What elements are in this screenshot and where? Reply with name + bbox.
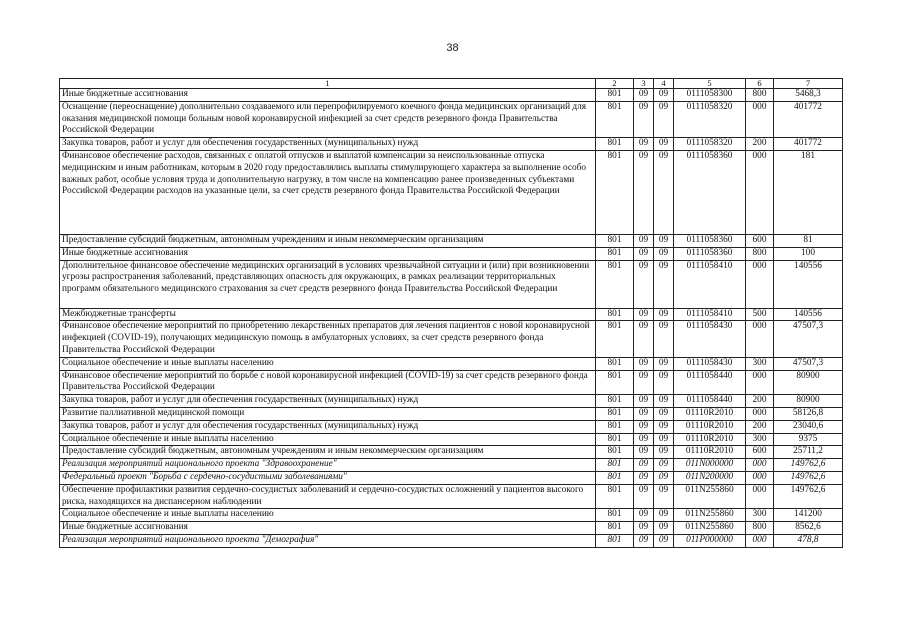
table-row	[60, 308, 843, 321]
row-target-article: 0111058440	[674, 370, 746, 395]
row-name: Финансовое обеспечение мероприятий по борьбе с новой коронавирусной инфекцией (COVID-19) за счет средств резервного фонда Правительства Российской Федерации	[60, 370, 596, 395]
row-section: 09	[634, 395, 654, 408]
row-expense-type: 800	[746, 247, 774, 260]
table-row	[60, 534, 843, 547]
row-target-article: 01110R2010	[674, 433, 746, 446]
table-row	[60, 459, 843, 472]
table-row	[60, 433, 843, 446]
table-row	[60, 407, 843, 420]
row-expense-type: 000	[746, 150, 774, 234]
row-amount: 8562,6	[774, 522, 843, 535]
row-amount: 100	[774, 247, 843, 260]
row-code-admin: 801	[596, 308, 634, 321]
row-expense-type: 800	[746, 522, 774, 535]
row-name: Реализация мероприятий национального проекта "Демография"	[60, 534, 596, 547]
row-amount: 401772	[774, 101, 843, 137]
row-expense-type: 300	[746, 509, 774, 522]
row-expense-type: 200	[746, 420, 774, 433]
row-target-article: 0111058440	[674, 395, 746, 408]
row-target-article: 0111058410	[674, 308, 746, 321]
row-section: 09	[634, 433, 654, 446]
row-name: Обеспечение профилактики развития сердечно-сосудистых заболеваний и сердечно-сосудистых осложнений у пациентов высокого риска, находящихся на диспансерном наблюдении	[60, 484, 596, 509]
row-target-article: 0111058430	[674, 321, 746, 357]
table-row	[60, 420, 843, 433]
row-code-admin: 801	[596, 370, 634, 395]
row-amount: 9375	[774, 433, 843, 446]
row-code-admin: 801	[596, 357, 634, 370]
row-target-article: 0111058300	[674, 89, 746, 102]
row-section: 09	[634, 420, 654, 433]
row-amount: 149762,6	[774, 471, 843, 484]
row-code-admin: 801	[596, 471, 634, 484]
row-name: Закупка товаров, работ и услуг для обеспечения государственных (муниципальных) нужд	[60, 420, 596, 433]
header-cell: 7	[774, 79, 843, 89]
row-code-admin: 801	[596, 446, 634, 459]
row-name: Иные бюджетные ассигнования	[60, 89, 596, 102]
row-amount: 5468,3	[774, 89, 843, 102]
row-section: 09	[634, 407, 654, 420]
row-target-article: 0111058360	[674, 234, 746, 247]
row-code-admin: 801	[596, 522, 634, 535]
row-section: 09	[634, 534, 654, 547]
table-row	[60, 509, 843, 522]
row-subsection: 09	[654, 459, 674, 472]
row-expense-type: 000	[746, 484, 774, 509]
row-target-article: 011N255860	[674, 509, 746, 522]
row-code-admin: 801	[596, 234, 634, 247]
row-name: Оснащение (переоснащение) дополнительно создаваемого или перепрофилируемого коечного фонда медицинских организаций для оказания медицинской помощи больным новой коронавирусной инфекцией за счет средств резервного фонда Правительства Российской Федерации	[60, 101, 596, 137]
row-code-admin: 801	[596, 509, 634, 522]
row-section: 09	[634, 370, 654, 395]
row-target-article: 011N200000	[674, 471, 746, 484]
row-subsection: 09	[654, 101, 674, 137]
row-code-admin: 801	[596, 407, 634, 420]
row-subsection: 09	[654, 308, 674, 321]
row-expense-type: 800	[746, 89, 774, 102]
row-name: Дополнительное финансовое обеспечение медицинских организаций в условиях чрезвычайной ситуации и (или) при возникновении угрозы распространения заболеваний, представляющих опасность для окружающих, в рамках реализации территориальных программ обязательного медицинского страхования за счет средств резервного фонда Правительства Российской Федерации	[60, 260, 596, 308]
row-expense-type: 300	[746, 357, 774, 370]
header-cell: 6	[746, 79, 774, 89]
row-subsection: 09	[654, 260, 674, 308]
row-amount: 58126,8	[774, 407, 843, 420]
row-subsection: 09	[654, 484, 674, 509]
table-row	[60, 321, 843, 357]
row-code-admin: 801	[596, 138, 634, 151]
row-subsection: 09	[654, 534, 674, 547]
row-name: Закупка товаров, работ и услуг для обеспечения государственных (муниципальных) нужд	[60, 138, 596, 151]
row-subsection: 09	[654, 395, 674, 408]
row-subsection: 09	[654, 420, 674, 433]
row-target-article: 01110R2010	[674, 420, 746, 433]
row-target-article: 011N255860	[674, 522, 746, 535]
row-name: Реализация мероприятий национального проекта "Здравоохранение"	[60, 459, 596, 472]
row-expense-type: 200	[746, 138, 774, 151]
row-subsection: 09	[654, 138, 674, 151]
row-subsection: 09	[654, 433, 674, 446]
row-name: Иные бюджетные ассигнования	[60, 247, 596, 260]
row-name: Предоставление субсидий бюджетным, автономным учреждениям и иным некоммерческим организациям	[60, 446, 596, 459]
row-expense-type: 200	[746, 395, 774, 408]
page-number: 38	[446, 42, 459, 54]
table-row	[60, 484, 843, 509]
row-target-article: 0111058320	[674, 138, 746, 151]
row-target-article: 011P000000	[674, 534, 746, 547]
row-section: 09	[634, 522, 654, 535]
header-cell: 4	[654, 79, 674, 89]
row-section: 09	[634, 471, 654, 484]
row-section: 09	[634, 459, 654, 472]
row-target-article: 011N000000	[674, 459, 746, 472]
row-amount: 23040,6	[774, 420, 843, 433]
table-row	[60, 522, 843, 535]
row-target-article: 01110R2010	[674, 407, 746, 420]
table-row	[60, 150, 843, 234]
row-amount: 81	[774, 234, 843, 247]
header-cell: 2	[596, 79, 634, 89]
row-expense-type: 500	[746, 308, 774, 321]
row-subsection: 09	[654, 357, 674, 370]
row-amount: 478,8	[774, 534, 843, 547]
row-amount: 80900	[774, 370, 843, 395]
row-target-article: 0111058320	[674, 101, 746, 137]
row-code-admin: 801	[596, 150, 634, 234]
row-code-admin: 801	[596, 395, 634, 408]
table-row	[60, 234, 843, 247]
row-code-admin: 801	[596, 420, 634, 433]
row-expense-type: 000	[746, 459, 774, 472]
row-subsection: 09	[654, 471, 674, 484]
row-amount: 47507,3	[774, 357, 843, 370]
row-section: 09	[634, 509, 654, 522]
row-name: Федеральный проект "Борьба с сердечно-сосудистыми заболеваниями"	[60, 471, 596, 484]
row-code-admin: 801	[596, 484, 634, 509]
row-subsection: 09	[654, 370, 674, 395]
row-code-admin: 801	[596, 321, 634, 357]
row-section: 09	[634, 150, 654, 234]
table-row	[60, 138, 843, 151]
row-section: 09	[634, 234, 654, 247]
row-name: Финансовое обеспечение расходов, связанных с оплатой отпусков и выплатой компенсации за неиспользованные отпуска медицинским и иным работникам, которым в 2020 году предоставлялись выплаты стимулирующего характера за выполнение особо важных работ, особые условия труда и дополнительную нагрузку, в том числе на компенсацию ранее произведенных субъектами Российской Федерации расходов на указанные цели, за счет средств резервного фонда Правительства Российской Федерации	[60, 150, 596, 234]
row-subsection: 09	[654, 247, 674, 260]
row-section: 09	[634, 308, 654, 321]
row-subsection: 09	[654, 509, 674, 522]
row-section: 09	[634, 357, 654, 370]
table-header-row	[60, 79, 843, 89]
row-expense-type: 000	[746, 471, 774, 484]
row-amount: 140556	[774, 260, 843, 308]
row-subsection: 09	[654, 89, 674, 102]
row-name: Межбюджетные трансферты	[60, 308, 596, 321]
row-name: Предоставление субсидий бюджетным, автономным учреждениям и иным некоммерческим организациям	[60, 234, 596, 247]
row-amount: 25711,2	[774, 446, 843, 459]
row-section: 09	[634, 484, 654, 509]
row-expense-type: 000	[746, 407, 774, 420]
header-cell: 1	[60, 79, 596, 89]
table-row	[60, 395, 843, 408]
row-amount: 401772	[774, 138, 843, 151]
row-amount: 141200	[774, 509, 843, 522]
budget-table	[59, 78, 843, 548]
row-subsection: 09	[654, 321, 674, 357]
row-code-admin: 801	[596, 534, 634, 547]
header-cell: 3	[634, 79, 654, 89]
row-amount: 80900	[774, 395, 843, 408]
row-expense-type: 000	[746, 370, 774, 395]
row-expense-type: 000	[746, 534, 774, 547]
table-row	[60, 247, 843, 260]
row-amount: 140556	[774, 308, 843, 321]
row-subsection: 09	[654, 407, 674, 420]
row-section: 09	[634, 260, 654, 308]
row-expense-type: 000	[746, 101, 774, 137]
row-name: Социальное обеспечение и иные выплаты населению	[60, 433, 596, 446]
row-name: Развитие паллиативной медицинской помощи	[60, 407, 596, 420]
table-row	[60, 89, 843, 102]
row-code-admin: 801	[596, 260, 634, 308]
row-target-article: 0111058360	[674, 150, 746, 234]
row-name: Социальное обеспечение и иные выплаты населению	[60, 357, 596, 370]
table-row	[60, 357, 843, 370]
row-expense-type: 600	[746, 446, 774, 459]
row-section: 09	[634, 89, 654, 102]
row-amount: 149762,6	[774, 484, 843, 509]
row-expense-type: 000	[746, 321, 774, 357]
row-section: 09	[634, 101, 654, 137]
row-subsection: 09	[654, 150, 674, 234]
row-code-admin: 801	[596, 459, 634, 472]
table-row	[60, 446, 843, 459]
row-target-article: 0111058410	[674, 260, 746, 308]
row-name: Закупка товаров, работ и услуг для обеспечения государственных (муниципальных) нужд	[60, 395, 596, 408]
row-section: 09	[634, 446, 654, 459]
table-row	[60, 101, 843, 137]
row-target-article: 0111058360	[674, 247, 746, 260]
row-subsection: 09	[654, 234, 674, 247]
row-target-article: 011N255860	[674, 484, 746, 509]
row-subsection: 09	[654, 446, 674, 459]
row-subsection: 09	[654, 522, 674, 535]
row-code-admin: 801	[596, 89, 634, 102]
table-row	[60, 260, 843, 308]
row-amount: 47507,3	[774, 321, 843, 357]
row-expense-type: 300	[746, 433, 774, 446]
row-name: Финансовое обеспечение мероприятий по приобретению лекарственных препаратов для лечения пациентов с новой коронавирусной инфекцией (COVID-19), получающих медицинскую помощь в амбулаторных условиях, за счет средств резервного фонда Правительства Российской Федерации	[60, 321, 596, 357]
row-section: 09	[634, 138, 654, 151]
row-expense-type: 600	[746, 234, 774, 247]
row-amount: 181	[774, 150, 843, 234]
row-target-article: 0111058430	[674, 357, 746, 370]
row-code-admin: 801	[596, 433, 634, 446]
row-code-admin: 801	[596, 247, 634, 260]
row-section: 09	[634, 247, 654, 260]
row-target-article: 01110R2010	[674, 446, 746, 459]
row-expense-type: 000	[746, 260, 774, 308]
table-row	[60, 370, 843, 395]
row-name: Иные бюджетные ассигнования	[60, 522, 596, 535]
row-code-admin: 801	[596, 101, 634, 137]
row-section: 09	[634, 321, 654, 357]
row-amount: 149762,6	[774, 459, 843, 472]
row-name: Социальное обеспечение и иные выплаты населению	[60, 509, 596, 522]
header-cell: 5	[674, 79, 746, 89]
table-row	[60, 471, 843, 484]
